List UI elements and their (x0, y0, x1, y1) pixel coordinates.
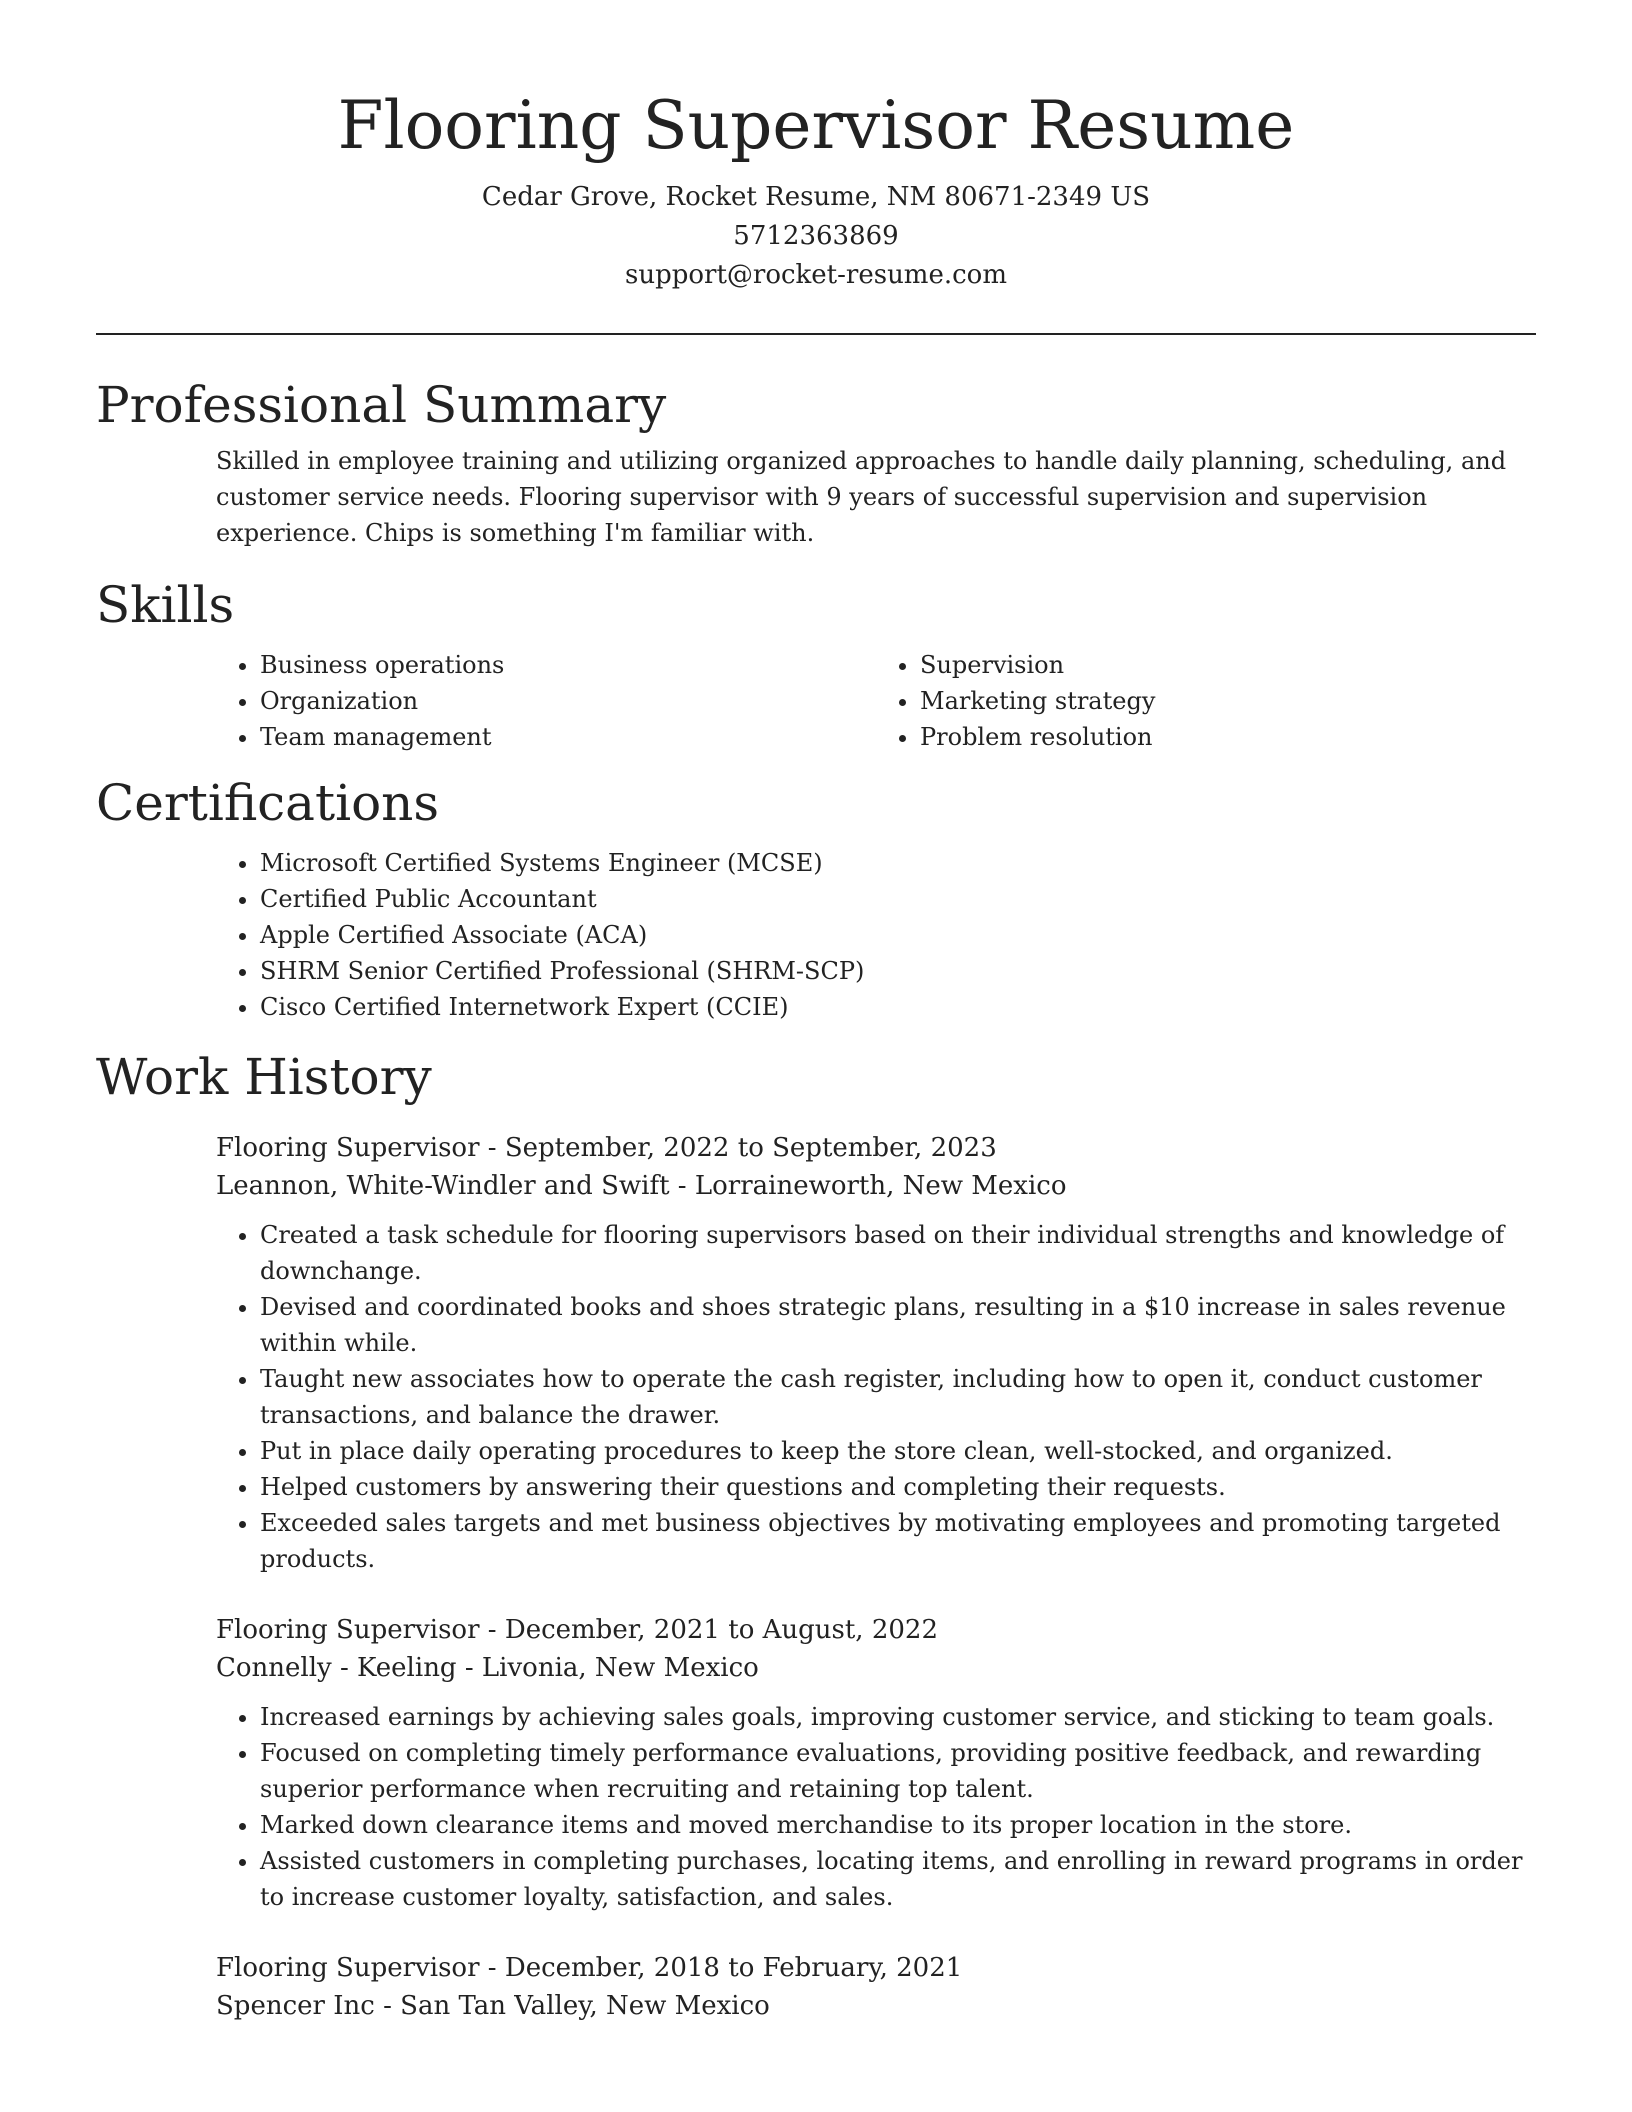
job-separator: - (374, 1991, 401, 2021)
job-role: Flooring Supervisor (216, 1133, 480, 1163)
job-company: Leannon, White-Windler and Swift (216, 1171, 670, 1201)
job-separator: - (669, 1171, 695, 1201)
job-bullet: • Taught new associates how to operate the cash register, including how to open it, conduct customer transactions, and balance the drawer. (260, 1361, 1536, 1433)
job-bullet: • Helped customers by answering their questions and completing their requests. (260, 1469, 1536, 1505)
job-entry (96, 1949, 1536, 2025)
job-location: San Tan Valley, New Mexico (400, 1991, 770, 2021)
skills-grid (216, 647, 1536, 755)
job-role-line (216, 1129, 1536, 1167)
skill-item: • Business operations (260, 647, 876, 683)
job-bullet: • Marked down clearance items and moved merchandise to its proper location in the store. (260, 1807, 1536, 1843)
job-bullets (216, 1217, 1536, 1577)
job-bullet: • Exceeded sales targets and met business objectives by motivating employees and promoting targeted products. (260, 1505, 1536, 1577)
job-bullet: • Put in place daily operating procedures to keep the store clean, well-stocked, and organized. (260, 1433, 1536, 1469)
certification-item: • Apple Certified Associate (ACA) (260, 917, 1536, 953)
job-company-line (216, 1987, 1536, 2025)
contact-phone: 5712363869 (733, 221, 899, 251)
skill-item: • Supervision (920, 647, 1536, 683)
skills-heading: Skills (96, 576, 235, 634)
certifications-list (216, 845, 1536, 1025)
job-separator: - (479, 1953, 505, 1983)
skill-item: • Marketing strategy (920, 683, 1536, 719)
certification-item: • Cisco Certified Internetwork Expert (CCIE) (260, 989, 1536, 1025)
header-divider (96, 333, 1536, 335)
certification-item: • Certified Public Accountant (260, 881, 1536, 917)
job-bullet: • Created a task schedule for flooring supervisors based on their individual strengths and knowledge of downchange. (260, 1217, 1536, 1289)
job-dates: December, 2018 to February, 2021 (504, 1953, 963, 1983)
job-bullet: • Focused on completing timely performance evaluations, providing positive feedback, and rewarding superior performance when recruiting and retaining top talent. (260, 1735, 1536, 1807)
certification-item: • SHRM Senior Certified Professional (SHRM-SCP) (260, 953, 1536, 989)
job-bullet: • Assisted customers in completing purchases, locating items, and enrolling in reward programs in order to increase customer loyalty, satisfaction, and sales. (260, 1843, 1536, 1915)
job-dates: September, 2022 to September, 2023 (504, 1133, 997, 1163)
job-role: Flooring Supervisor (216, 1953, 480, 1983)
job-bullet: • Increased earnings by achieving sales goals, improving customer service, and sticking to team goals. (260, 1699, 1536, 1735)
resume-title: Flooring Supervisor Resume (337, 87, 1295, 164)
skills-column-left (216, 647, 876, 755)
job-bullets (216, 1699, 1536, 1915)
skill-item: • Problem resolution (920, 719, 1536, 755)
job-company: Connelly - Keeling (216, 1653, 457, 1683)
job-bullet: • Devised and coordinated books and shoes strategic plans, resulting in a $10 increase in sales revenue within while. (260, 1289, 1536, 1361)
job-entry (96, 1129, 1536, 1577)
certifications-heading: Certifications (96, 774, 440, 832)
job-entry (96, 1611, 1536, 1915)
work-history-heading: Work History (96, 1048, 432, 1106)
summary-text: Skilled in employee training and utilizing organized approaches to handle daily planning, scheduling, and customer service needs. Flooring supervisor with 9 years of successful supervision and supervision experience. Chips is something I'm familiar with. (216, 447, 1507, 547)
certification-item: • Microsoft Certified Systems Engineer (MCSE) (260, 845, 1536, 881)
summary-heading: Professional Summary (96, 376, 667, 434)
job-role-line (216, 1949, 1536, 1987)
job-role: Flooring Supervisor (216, 1615, 480, 1645)
resume-page (96, 0, 1536, 2025)
skills-column-right (876, 647, 1536, 755)
job-location: Lorraineworth, New Mexico (694, 1171, 1067, 1201)
job-dates: December, 2021 to August, 2022 (504, 1615, 939, 1645)
job-separator: - (456, 1653, 482, 1683)
job-company-line (216, 1167, 1536, 1205)
job-separator: - (479, 1133, 505, 1163)
skill-item: • Organization (260, 683, 876, 719)
contact-email: support@rocket-resume.com (624, 260, 1007, 290)
skill-item: • Team management (260, 719, 876, 755)
contact-address: Cedar Grove, Rocket Resume, NM 80671-2349 US (481, 182, 1151, 212)
job-location: Livonia, New Mexico (481, 1653, 759, 1683)
job-separator: - (479, 1615, 505, 1645)
job-role-line (216, 1611, 1536, 1649)
job-company-line (216, 1649, 1536, 1687)
contact-block (96, 178, 1536, 295)
job-company: Spencer Inc (216, 1991, 375, 2021)
